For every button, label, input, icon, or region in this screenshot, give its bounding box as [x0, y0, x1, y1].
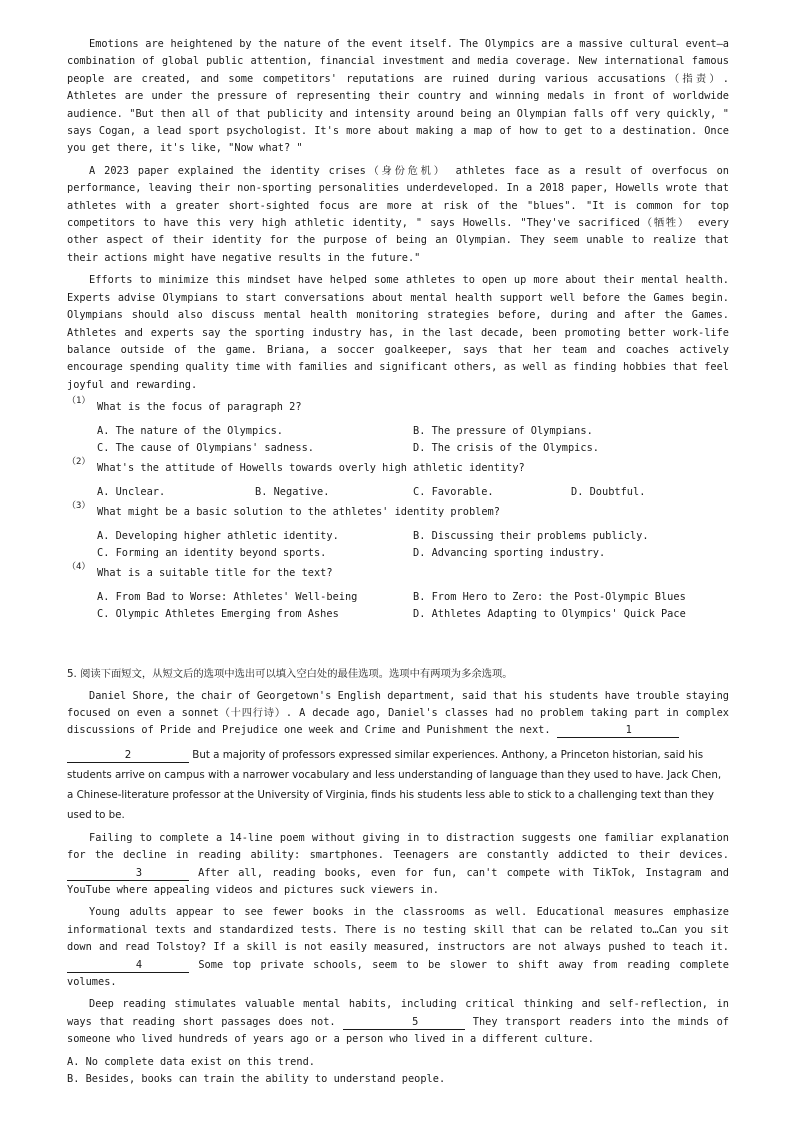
passage-paragraph-3: Efforts to minimize this mindset have helped some athletes to open up more about their mental health. Experts advise Olympians to start conversations about mental health support well before the Games begin. Olympians should also discuss mental health monitoring strategies before, during and after the Games. Athletes and experts say the sporting industry has, in the last decade, been promoting better work-life balance outside of the game. Briana, a soccer goalkeeper, says that her team and coaches actively encourage spending quality time with families and significant others, as well as finding hobbies that feel joyful and rewarding.	[67, 274, 729, 391]
question-options	[67, 484, 729, 501]
section-5-paragraph-1	[67, 688, 729, 740]
question-number: （2）	[67, 457, 91, 468]
blank-4[interactable]: 4	[67, 959, 189, 973]
question-2	[67, 457, 729, 501]
paragraph-text: Failing to complete a 14-line poem without giving in to distraction suggests one familiar explanation for the decline in reading ability: smartphones. Teenagers are constantly addicted to their devices.	[67, 831, 729, 862]
passage-paragraph-2: A 2023 paper explained the identity crises（身份危机） athletes face as a result of overfocus on performance, leaving their non-sporting personalities underdeveloped. In a 2018 paper, Howells wrote that athletes with a greater short-sighted focus are more at risk of the "blues". "It is common for top competitors to have this very high athletic identity, " says Howells. "They've sacrificed（牺牲） every other aspect of their identity for the purpose of being an Olympian. They seem unable to realize that their actions might have negative results in the future."	[67, 164, 729, 264]
question-1	[67, 396, 729, 457]
question-3	[67, 501, 729, 562]
section-5-paragraph-2	[67, 830, 729, 900]
option-a[interactable]: A. The nature of the Olympics.	[97, 424, 283, 437]
paragraph-text: After all, reading books, even for fun, can't compete with TikTok, Instagram and YouTube where appealing videos and pictures suck viewers in.	[67, 866, 729, 897]
option-c[interactable]: C. The cause of Olympians' sadness.	[97, 441, 314, 454]
question-options	[67, 589, 729, 624]
paragraph-text: But a majority of professors expressed similar experiences. Anthony, a Princeton historian, said his students arrive on campus with a narrower vocabulary and less understanding of language than they used to have. Jack Chen, a Chinese-literature professor at the University of Virginia, finds his students less able to stick to a challenging text than they used to be.	[67, 748, 722, 821]
question-stem: What might be a basic solution to the athletes' identity problem?	[97, 506, 500, 519]
option-a-line[interactable]: A. No complete data exist on this trend.	[67, 1055, 315, 1068]
option-d[interactable]: D. Athletes Adapting to Olympics' Quick Pace	[413, 608, 686, 621]
question-number: （3）	[67, 501, 91, 512]
passage-paragraph-1: Emotions are heightened by the nature of the event itself. The Olympics are a massive cultural event—a combination of global public attention, financial investment and media coverage. New international famous people are created, and some competitors' reputations are ruined during various accusations（指责）. Athletes are under the pressure of representing their country and winning medals in front of worldwide audience. "But then all of that publicity and intensity around being an Olympian falls off very quickly, " says Cogan, a lead sport psychologist. It's more about making a map of how to get to a destination. Once you get there, it's like, "Now what? "	[67, 38, 729, 155]
question-stem: What is the focus of paragraph 2?	[97, 401, 302, 414]
option-c[interactable]: C. Olympic Athletes Emerging from Ashes	[97, 608, 339, 621]
section-5-paragraph-1-continued	[67, 745, 729, 825]
paragraph-text: Young adults appear to see fewer books in the classrooms as well. Educational measures emphasize informational texts and standardized tests. There is no testing skill that can be related to…Can you sit down and read Tolstoy? If a skill is not easily measured, instructors are not always pushed to teach it.	[67, 906, 729, 954]
option-b[interactable]: B. From Hero to Zero: the Post-Olympic Blues	[413, 590, 686, 603]
option-a[interactable]: A. From Bad to Worse: Athletes' Well-being	[97, 590, 358, 603]
blank-3[interactable]: 3	[67, 867, 189, 881]
question-4	[67, 562, 729, 623]
blank-5[interactable]: 5	[343, 1016, 465, 1030]
paragraph-text: Some top private schools, seem to be slower to shift away from reading complete volumes.	[67, 958, 730, 989]
blank-2[interactable]: 2	[67, 749, 189, 763]
paragraph-text: Deep reading stimulates valuable mental habits, including critical thinking and self-reflection, in ways that reading short passages does not.	[67, 998, 729, 1028]
option-d[interactable]: D. Doubtful.	[571, 485, 646, 498]
blank-1[interactable]: 1	[557, 724, 679, 738]
option-a[interactable]: A. Unclear.	[97, 485, 166, 498]
option-b[interactable]: B. Discussing their problems publicly.	[413, 529, 649, 542]
question-stem: What's the attitude of Howells towards overly high athletic identity?	[97, 462, 525, 475]
option-b[interactable]: B. The pressure of Olympians.	[413, 424, 593, 437]
section-5-paragraph-4	[67, 996, 729, 1048]
question-options	[67, 423, 729, 458]
question-number: （1）	[67, 396, 91, 407]
paragraph-text: Daniel Shore, the chair of Georgetown's English department, said that his students have trouble staying focused on even a sonnet（十四行诗）. A decade ago, Daniel's classes had no problem taking part in complex discussions of Pride and Prejudice one week and Crime and Punishment the next.	[67, 689, 729, 737]
option-b-line[interactable]: B. Besides, books can train the ability to understand people.	[67, 1073, 446, 1086]
option-a[interactable]: A. Developing higher athletic identity.	[97, 529, 339, 542]
question-number: （4）	[67, 562, 91, 573]
option-d[interactable]: D. Advancing sporting industry.	[413, 546, 606, 559]
section-5-heading: 5. 阅读下面短文，从短文后的选项中选出可以填入空白处的最佳选项。选项中有两项为多余选项。	[67, 667, 513, 680]
option-c[interactable]: C. Favorable.	[413, 485, 494, 498]
option-d[interactable]: D. The crisis of the Olympics.	[413, 441, 599, 454]
question-options	[67, 528, 729, 563]
paragraph-text: They transport readers into the minds of someone who lived hundreds of years ago or a person who lived in a different culture.	[67, 1015, 729, 1046]
question-stem: What is a suitable title for the text?	[97, 567, 333, 580]
section-5-paragraph-3	[67, 904, 729, 991]
exam-page	[67, 36, 729, 1089]
option-b[interactable]: B. Negative.	[255, 485, 330, 498]
option-c[interactable]: C. Forming an identity beyond sports.	[97, 546, 327, 559]
